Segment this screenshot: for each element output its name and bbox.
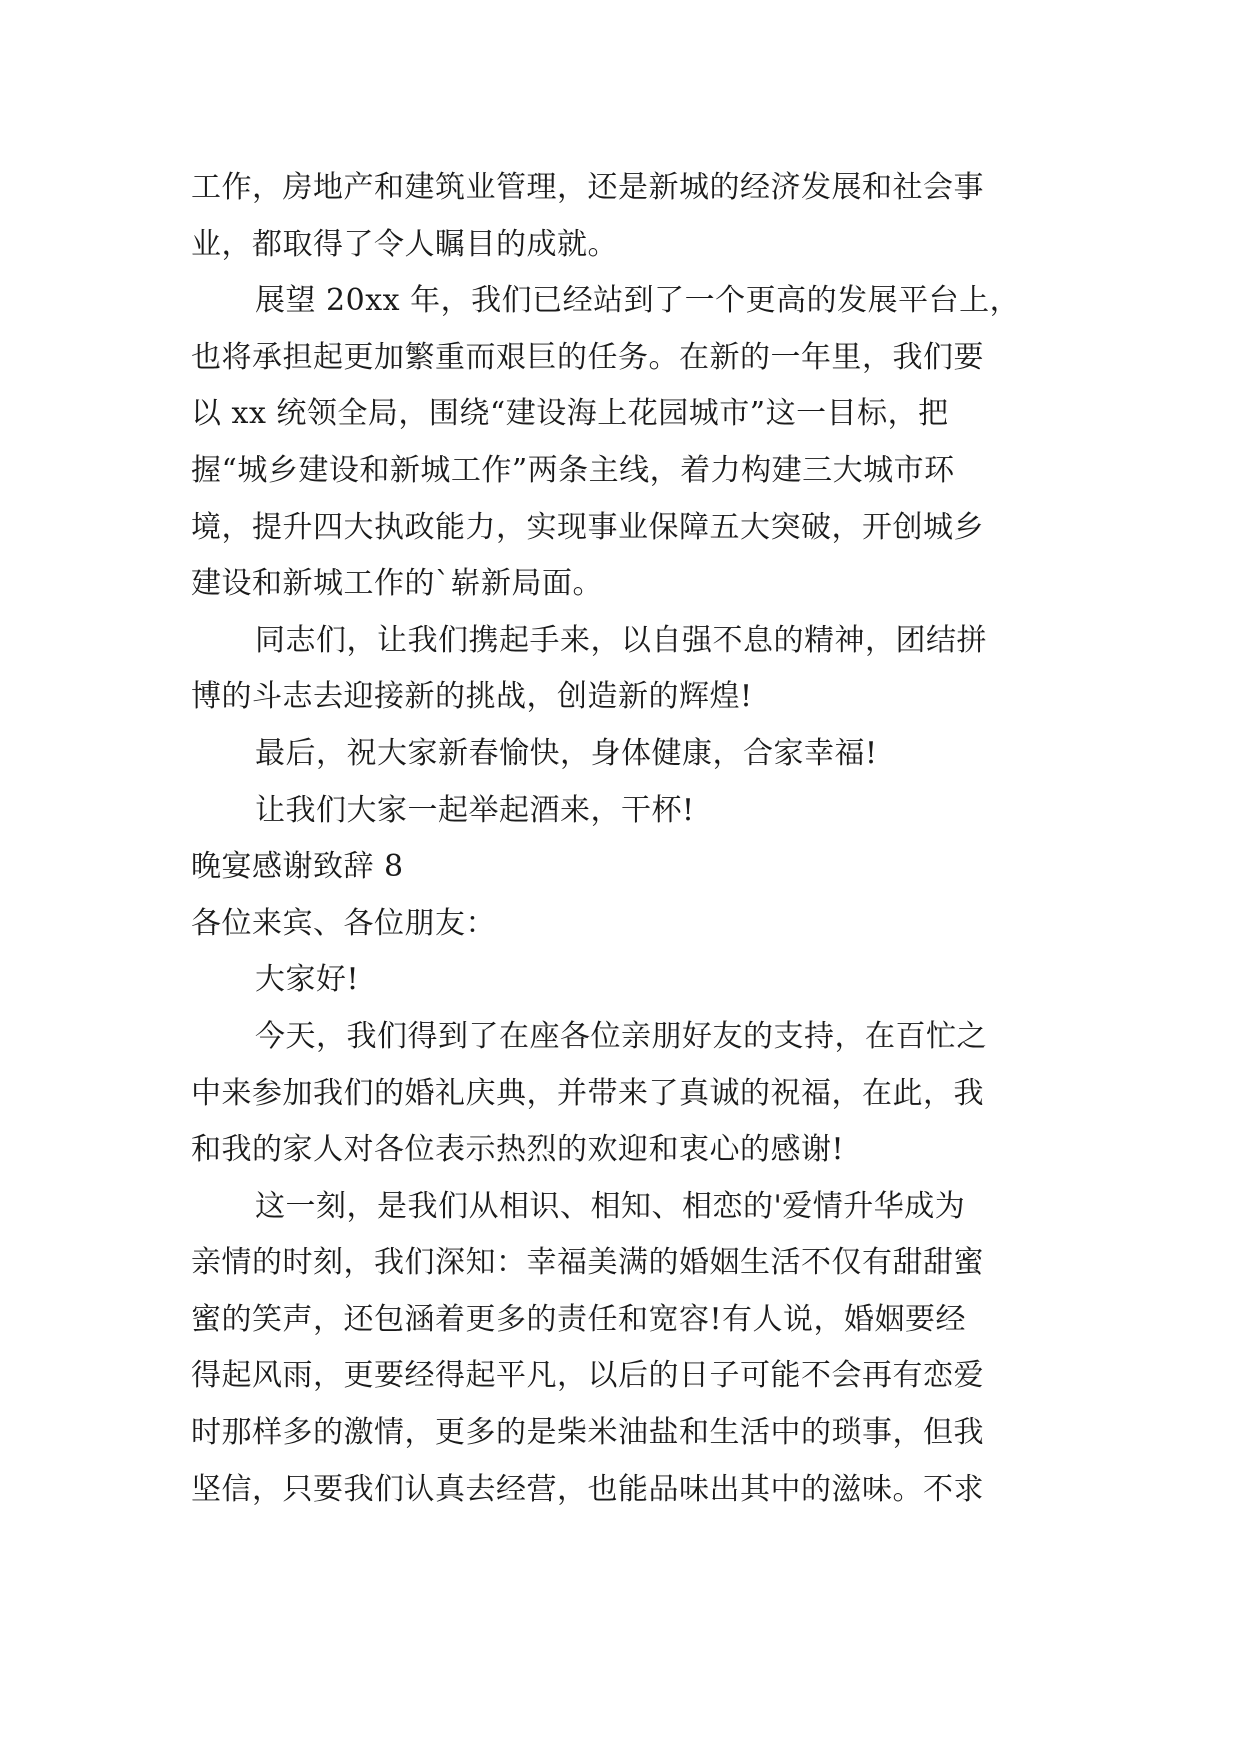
text-line: 得起风雨，更要经得起平凡，以后的日子可能不会再有恋爱 (191, 1358, 984, 1394)
text-line: 亲情的时刻，我们深知：幸福美满的婚姻生活不仅有甜甜蜜 (191, 1245, 984, 1281)
text-line: 时那样多的激情，更多的是柴米油盐和生活中的琐事，但我 (191, 1415, 984, 1451)
text-line: 博的斗志去迎接新的挑战，创造新的辉煌! (191, 679, 753, 715)
text-line: 大家好! (255, 962, 360, 998)
text-line: 让我们大家一起举起酒来，干杯! (255, 792, 695, 828)
text-line: 工作，房地产和建筑业管理，还是新城的经济发展和社会事 (191, 170, 984, 205)
text-line: 坚信，只要我们认真去经营，也能品味出其中的滋味。不求 (191, 1471, 984, 1507)
text-line: 最后，祝大家新春愉快，身体健康，合家幸福! (255, 735, 878, 771)
text-line: 以 xx 统领全局，围绕“建设海上花园城市”这一目标，把 (191, 396, 949, 432)
text-line: 这一刻，是我们从相识、相知、相恋的'爱情升华成为 (255, 1188, 966, 1224)
text-line: 业，都取得了令人瞩目的成就。 (191, 226, 618, 262)
text-line: 同志们，让我们携起手来，以自强不息的精神，团结拼 (255, 622, 987, 658)
text-line: 也将承担起更加繁重而艰巨的任务。在新的一年里，我们要 (191, 339, 984, 375)
text-line: 握“城乡建设和新城工作”两条主线，着力构建三大城市环 (191, 452, 955, 488)
text-line: 晚宴感谢致辞 8 (191, 849, 404, 885)
text-line: 和我的家人对各位表示热烈的欢迎和衷心的感谢! (191, 1132, 845, 1168)
text-line: 中来参加我们的婚礼庆典，并带来了真诚的祝福，在此，我 (191, 1075, 984, 1111)
text-line: 蜜的笑声，还包涵着更多的责任和宽容!有人说，婚姻要经 (191, 1301, 967, 1337)
document-body (191, 160, 1071, 1518)
text-line: 各位来宾、各位朋友： (191, 905, 496, 941)
text-line: 展望 20xx 年，我们已经站到了一个更高的发展平台上， (255, 283, 1021, 319)
text-line: 今天，我们得到了在座各位亲朋好友的支持，在百忙之 (255, 1018, 987, 1054)
text-line: 境，提升四大执政能力，实现事业保障五大突破，开创城乡 (191, 509, 984, 545)
text-line: 建设和新城工作的`崭新局面。 (191, 566, 603, 602)
